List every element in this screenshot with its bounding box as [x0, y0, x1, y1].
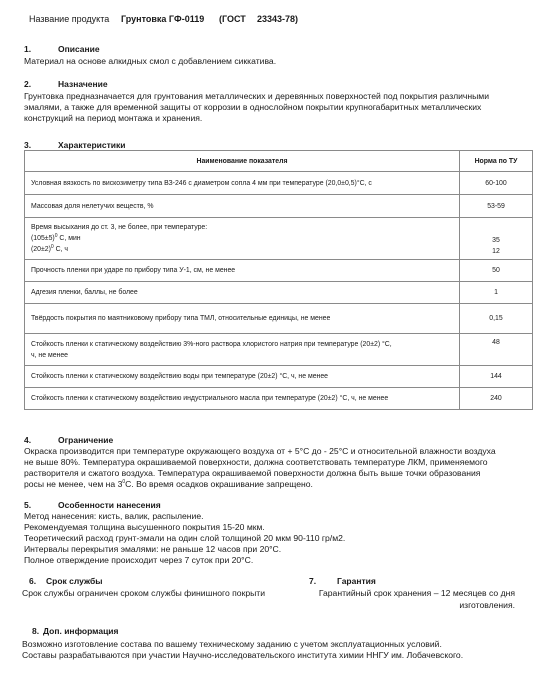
section-5-line: Интервалы перекрытия эмалями: не раньше 12 часов при 20°С. — [24, 543, 282, 554]
section-2-line: эмалями, а также для временной защиты от коррозии в однослойном покрытии крупногабаритных металлических — [24, 101, 482, 112]
section-7-number: 7. — [309, 576, 317, 586]
table-row — [25, 304, 533, 334]
gost-label: (ГОСТ — [219, 14, 246, 24]
table-row — [25, 195, 533, 218]
row-value: 60-100 — [460, 172, 533, 195]
section-2-line: конструкций на период монтажа и хранения. — [24, 112, 203, 123]
section-7-line-2: изготовления. — [459, 600, 515, 610]
degree-sup: 0 — [122, 478, 126, 485]
section-8-line: Возможно изготовление состава по вашему техническому заданию с учетом эксплуатационных условий. — [22, 639, 442, 649]
section-5-line: Полное отверждение происходит через 7 суток при 20°С. — [24, 554, 254, 565]
row-value: 1 — [460, 282, 533, 304]
section-8-title: Доп. информация — [43, 626, 119, 636]
degree-sup: 0 — [54, 233, 58, 239]
section-2-line: Грунтовка предназначается для грунтования металлических и деревянных поверхностей под покрытия различными — [24, 91, 490, 101]
row-value: 240 — [460, 388, 533, 410]
section-6-text: Срок службы ограничен сроком службы финишного покрыти — [22, 588, 266, 598]
row-name: Условная вязкость по вискозиметру типа ВЗ-246 с диаметром сопла 4 мм при температуре (20,0±0,5)°С, с — [25, 172, 460, 195]
section-4-line: Окраска производится при температуре окружающего воздуха от + 5°С до - 25°С и относительной влажности воздуха — [24, 446, 496, 456]
section-6-title: Срок службы — [46, 576, 103, 586]
section-5-title: Особенности нанесения — [58, 500, 161, 510]
row-value — [460, 218, 533, 260]
row-name-line: Стойкость пленки к статическому воздействию 3%-ного раствора хлористого натрия при температуре (20±2) °С, — [31, 340, 392, 348]
drying-temp-hot: (105±5) — [31, 235, 55, 242]
section-3-number: 3. — [24, 140, 32, 150]
row-value: 144 — [460, 366, 533, 388]
section-4-line: растворителя и сжатого воздуха. Температура окрашиваемой поверхности должна быть выше точки образования — [24, 467, 481, 478]
row-name — [25, 334, 460, 366]
table-row — [25, 366, 533, 388]
product-name: Грунтовка ГФ-0119 — [121, 14, 205, 24]
drying-unit-h: С, ч — [53, 246, 68, 253]
section-4-line — [24, 479, 534, 490]
drying-unit-min: С, мин — [57, 235, 81, 242]
row-value: 50 — [460, 260, 533, 282]
section-8-text — [22, 639, 532, 661]
dew-point-text: росы не менее, чем на 3 — [24, 478, 123, 489]
row-name-line: ч, не менее — [31, 351, 69, 359]
table-row — [25, 172, 533, 195]
row-name: Твёрдость покрытия по маятниковому прибору типа ТМЛ, относительные единицы, не менее — [25, 304, 460, 334]
rain-restriction-text: С. Во время осадков окрашивание запрещено. — [125, 478, 313, 489]
section-8-number: 8. — [32, 626, 40, 636]
row-name: Стойкость пленки к статическому воздействию воды при температуре (20±2) °С, ч, не менее — [25, 366, 460, 388]
header-norm-cell: Норма по ТУ — [460, 151, 533, 172]
gost-number: 23343-78) — [257, 14, 299, 24]
row-value: 53-59 — [460, 195, 533, 218]
section-1-line: Материал на основе алкидных смол с добавлением сиккатива. — [24, 56, 277, 66]
table-header-row — [25, 151, 533, 172]
drying-time-hot — [31, 233, 453, 244]
drying-time-title: Время высыхания до ст. 3, не более, при температуре: — [31, 224, 208, 231]
section-2-title: Назначение — [58, 79, 108, 89]
row-name: Адгезия пленки, баллы, не более — [25, 282, 460, 304]
table-row — [25, 388, 533, 410]
degree-sup: 0 — [50, 244, 54, 250]
section-1-text — [24, 56, 534, 67]
section-4-line: не выше 80%. Температура окрашиваемой поверхности, должна соответствовать температуре ЛКМ, применяемого — [24, 456, 488, 467]
drying-value-hot: 35 — [492, 237, 500, 244]
drying-time-room — [31, 244, 453, 255]
section-5-line: Теоретический расход грунт-эмали на один слой толщиной 20 мкм 90-110 гр/м2. — [24, 532, 346, 543]
section-5-text — [24, 511, 534, 566]
section-5-line: Метод нанесения: кисть, валик, распыление. — [24, 511, 204, 521]
drying-value-room: 12 — [492, 248, 500, 255]
header-name-cell: Наименование показателя — [25, 151, 460, 172]
section-3-title: Характеристики — [58, 140, 126, 150]
section-7-line-1: Гарантийный срок хранения – 12 месяцев со дня — [318, 588, 515, 598]
table-row — [25, 218, 533, 260]
section-4-title: Ограничение — [58, 435, 114, 445]
drying-temp-room: (20±2) — [31, 246, 51, 253]
section-4-number: 4. — [24, 435, 32, 445]
characteristics-table — [24, 150, 533, 410]
section-6-number: 6. — [29, 576, 37, 586]
section-4-text — [24, 446, 534, 490]
row-value: 0,15 — [460, 304, 533, 334]
table-row — [25, 260, 533, 282]
row-name: Стойкость пленки к статическому воздействию индустриального масла при температуре (20±2) °С, ч, не менее — [25, 388, 460, 410]
row-name: Массовая доля нелетучих веществ, % — [25, 195, 460, 218]
section-1-number: 1. — [24, 44, 32, 54]
section-7-title: Гарантия — [337, 576, 376, 586]
table-row — [25, 334, 533, 366]
section-8-line: Составы разрабатываются при участии Научно-исследовательского института химии ННГУ им. Лобачевского. — [22, 649, 464, 660]
row-value: 48 — [460, 334, 533, 366]
row-name: Прочность пленки при ударе по прибору типа У-1, см, не менее — [25, 260, 460, 282]
section-1-title: Описание — [58, 44, 100, 54]
table-row — [25, 282, 533, 304]
section-2-text — [24, 91, 534, 124]
section-5-line: Рекомендуемая толщина высушенного покрытия 15-20 мкм. — [24, 521, 265, 532]
section-2-number: 2. — [24, 79, 32, 89]
row-name — [25, 218, 460, 260]
section-5-number: 5. — [24, 500, 32, 510]
product-label: Название продукта — [29, 14, 110, 24]
